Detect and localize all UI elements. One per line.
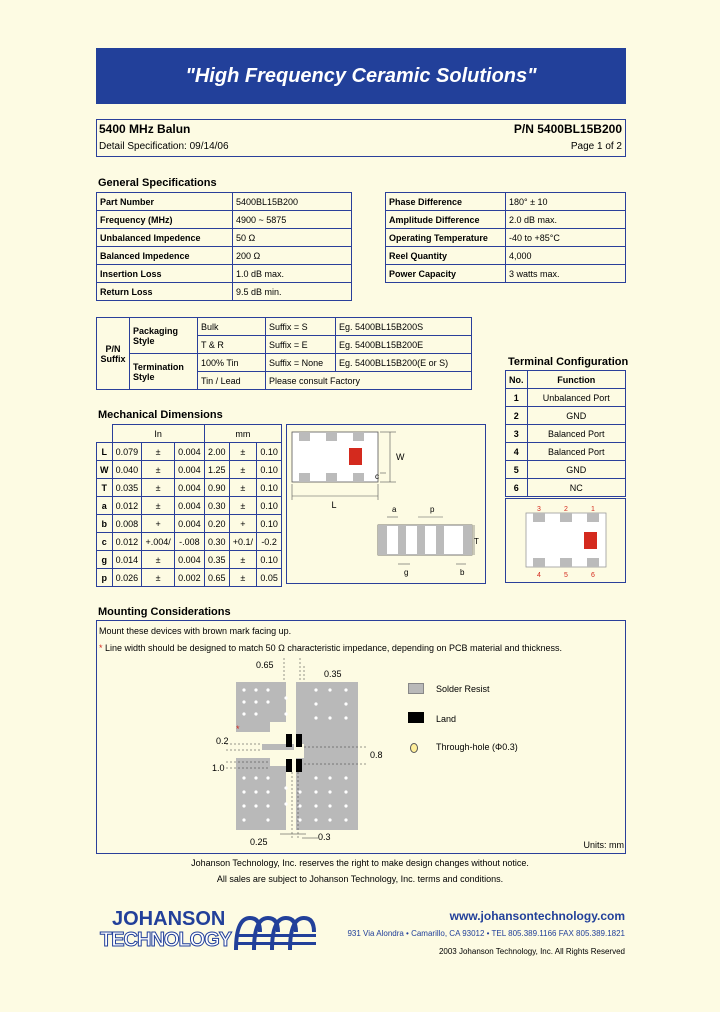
dim-label-p: p xyxy=(430,505,435,514)
dimension-value: ± xyxy=(229,443,257,461)
pin-label-1: 1 xyxy=(591,506,595,513)
dimension-value: 0.10 xyxy=(257,515,282,533)
terminal-row xyxy=(506,479,626,497)
note-text: Line width should be designed to match 50 Ω characteristic impedance, depending on PCB material and thickness. xyxy=(102,643,563,653)
dim-star: * xyxy=(236,724,240,734)
mechanical-row xyxy=(97,551,282,569)
terminal-no: 1 xyxy=(506,389,528,407)
via-hole xyxy=(344,804,347,807)
dimension-value: 0.012 xyxy=(112,533,142,551)
pin-label-2: 2 xyxy=(564,506,568,513)
via-hole xyxy=(242,776,245,779)
via-hole xyxy=(254,712,257,715)
spec-label: Power Capacity xyxy=(386,265,506,283)
dimension-value: ± xyxy=(142,443,175,461)
dimension-value: 0.012 xyxy=(112,497,142,515)
spec-label: Amplitude Difference xyxy=(386,211,506,229)
dim-label-a: a xyxy=(392,505,397,514)
spec-label: Unbalanced Impedence xyxy=(97,229,233,247)
company-address: 931 Via Alondra • Camarillo, CA 93012 • TEL 805.389.1166 FAX 805.389.1821 xyxy=(347,929,625,938)
mounting-note-2 xyxy=(99,643,562,653)
dimension-value: 0.10 xyxy=(257,443,282,461)
dimension-value: 0.014 xyxy=(112,551,142,569)
dim-label-g: g xyxy=(404,568,409,577)
spec-row xyxy=(97,247,352,265)
terminal-function: Balanced Port xyxy=(527,443,626,461)
spec-label: Operating Temperature xyxy=(386,229,506,247)
dimension-value: ± xyxy=(229,479,257,497)
pn-cell: Eg. 5400BL15B200(E or S) xyxy=(336,354,472,372)
pn-cell: Bulk xyxy=(198,318,266,336)
via-hole xyxy=(242,790,245,793)
via-hole xyxy=(254,700,257,703)
mechanical-row xyxy=(97,515,282,533)
via-hole xyxy=(266,790,269,793)
packaging-word: Packaging xyxy=(133,325,179,336)
spec-value: 9.5 dB min. xyxy=(233,283,352,301)
logo-technology: TECHNOLOGY xyxy=(100,929,232,951)
dim-025: 0.25 xyxy=(250,837,268,847)
dim-065: 0.65 xyxy=(256,660,274,670)
via-hole xyxy=(328,790,331,793)
dimension-value: ± xyxy=(229,461,257,479)
legend-through-hole-swatch xyxy=(410,743,418,753)
pin-label-3: 3 xyxy=(537,506,541,513)
product-name: 5400 MHz Balun xyxy=(99,122,191,136)
pn-suffix-label xyxy=(97,318,130,390)
legend-land-label: Land xyxy=(436,714,457,724)
pin-label-4: 4 xyxy=(537,572,541,579)
dim-08: 0.8 xyxy=(370,750,383,760)
mechanical-drawing xyxy=(286,424,486,584)
packaging-style-word: Style xyxy=(133,335,155,346)
pn-cell: T & R xyxy=(198,336,266,354)
general-spec-right-table xyxy=(385,192,626,283)
dimension-value: 0.10 xyxy=(257,461,282,479)
spec-row xyxy=(386,247,626,265)
dim-02: 0.2 xyxy=(216,736,229,746)
spec-value: 1.0 dB max. xyxy=(233,265,352,283)
terminal-config-title: Terminal Configuration xyxy=(508,356,629,368)
pn-cell: 100% Tin xyxy=(198,354,266,372)
pn-cell: Suffix = S xyxy=(266,318,336,336)
dim-10: 1.0 xyxy=(212,763,225,773)
dimension-value: 0.004 xyxy=(174,443,204,461)
terminal-function: Unbalanced Port xyxy=(527,389,626,407)
dimension-value: ± xyxy=(229,497,257,515)
dimension-symbol: a xyxy=(97,497,113,515)
terminal-function: NC xyxy=(527,479,626,497)
company-logo xyxy=(100,908,320,954)
mechanical-row xyxy=(97,533,282,551)
col-mm-header: mm xyxy=(204,425,281,443)
dimension-value: 0.004 xyxy=(174,461,204,479)
dimension-value: 0.040 xyxy=(112,461,142,479)
dimension-value: ± xyxy=(229,551,257,569)
dimension-value: 0.004 xyxy=(174,551,204,569)
dimension-value: 0.10 xyxy=(257,497,282,515)
dim-label-L: L xyxy=(331,500,337,510)
via-hole xyxy=(298,818,301,821)
via-hole xyxy=(328,716,331,719)
dimension-symbol: L xyxy=(97,443,113,461)
mechanical-row xyxy=(97,461,282,479)
dimension-value: 0.10 xyxy=(257,479,282,497)
via-hole xyxy=(314,804,317,807)
spec-row xyxy=(97,265,352,283)
dimension-value: ± xyxy=(142,569,175,587)
dimension-symbol: T xyxy=(97,479,113,497)
spec-label: Part Number xyxy=(97,193,233,211)
dimension-value: -0.2 xyxy=(257,533,282,551)
terminal-no: 4 xyxy=(506,443,528,461)
dimension-value: 0.90 xyxy=(204,479,229,497)
via-hole xyxy=(314,818,317,821)
footer-note-2: All sales are subject to Johanson Technology, Inc. terms and conditions. xyxy=(216,874,504,884)
via-hole xyxy=(254,776,257,779)
pn-cell: Tin / Lead xyxy=(198,372,266,390)
via-hole xyxy=(314,716,317,719)
via-hole xyxy=(344,688,347,691)
dimension-value: +.004/ xyxy=(142,533,175,551)
dim-03: 0.3 xyxy=(318,832,331,842)
via-hole xyxy=(314,688,317,691)
terminal-function: Balanced Port xyxy=(527,425,626,443)
via-hole xyxy=(344,702,347,705)
pin-label-5: 5 xyxy=(564,572,568,579)
dimension-value: 0.026 xyxy=(112,569,142,587)
terminal-row xyxy=(506,425,626,443)
col-function-header: Function xyxy=(527,371,626,389)
dimension-value: +0.1/ xyxy=(229,533,257,551)
pn-cell: Eg. 5400BL15B200S xyxy=(336,318,472,336)
via-hole xyxy=(328,804,331,807)
legend-solder-resist-swatch xyxy=(408,683,424,694)
pn-cell: Please consult Factory xyxy=(266,372,472,390)
part-number-header: P/N 5400BL15B200 xyxy=(513,122,622,136)
spec-label: Frequency (MHz) xyxy=(97,211,233,229)
via-hole xyxy=(298,804,301,807)
pn-suffix-table xyxy=(96,317,472,390)
terminal-row xyxy=(506,461,626,479)
col-in-header: In xyxy=(112,425,204,443)
dimension-value: ± xyxy=(142,551,175,569)
terminal-no: 3 xyxy=(506,425,528,443)
spec-value: 4,000 xyxy=(506,247,626,265)
termination-word: Termination xyxy=(133,361,184,372)
note-asterisk: * xyxy=(99,643,103,653)
via-hole xyxy=(328,688,331,691)
spec-label: Reel Quantity xyxy=(386,247,506,265)
terminal-pinout-diagram xyxy=(505,498,626,583)
dimension-value: 0.30 xyxy=(204,497,229,515)
spec-value: 4900 ~ 5875 xyxy=(233,211,352,229)
via-hole xyxy=(254,688,257,691)
dimension-symbol: g xyxy=(97,551,113,569)
via-hole xyxy=(254,804,257,807)
via-hole xyxy=(328,818,331,821)
legend-solder-resist-label: Solder Resist xyxy=(436,684,490,694)
dimension-value: ± xyxy=(142,497,175,515)
via-hole xyxy=(344,776,347,779)
spec-row xyxy=(386,229,626,247)
via-hole xyxy=(284,696,287,699)
mounting-note-1: Mount these devices with brown mark facing up. xyxy=(99,626,292,636)
terminal-no: 5 xyxy=(506,461,528,479)
mechanical-table xyxy=(96,424,282,587)
dimension-value: ± xyxy=(229,569,257,587)
dimension-value: -.008 xyxy=(174,533,204,551)
dimension-symbol: p xyxy=(97,569,113,587)
pn-label: P/N xyxy=(105,343,121,354)
via-hole xyxy=(242,688,245,691)
pn-cell: Suffix = E xyxy=(266,336,336,354)
via-hole xyxy=(242,804,245,807)
dimension-value: 0.20 xyxy=(204,515,229,533)
terminal-no: 6 xyxy=(506,479,528,497)
dimension-value: + xyxy=(142,515,175,533)
terminal-no: 2 xyxy=(506,407,528,425)
mounting-title: Mounting Considerations xyxy=(98,606,231,618)
general-spec-title: General Specifications xyxy=(98,177,217,189)
mechanical-row xyxy=(97,443,282,461)
suffix-label: Suffix xyxy=(100,353,126,364)
spec-row xyxy=(97,211,352,229)
via-hole xyxy=(266,700,269,703)
via-hole xyxy=(298,790,301,793)
dimension-value: 0.65 xyxy=(204,569,229,587)
spec-label: Insertion Loss xyxy=(97,265,233,283)
spec-value: 50 Ω xyxy=(233,229,352,247)
dimension-symbol: W xyxy=(97,461,113,479)
via-hole xyxy=(284,802,287,805)
copyright: 2003 Johanson Technology, Inc. All Rights Reserved xyxy=(438,947,625,956)
legend-through-hole-label: Through-hole (Φ0.3) xyxy=(436,742,518,752)
dimension-value: 0.008 xyxy=(112,515,142,533)
spec-row xyxy=(97,229,352,247)
dim-label-T: T xyxy=(474,537,479,546)
dimension-value: 0.002 xyxy=(174,569,204,587)
packaging-style-label xyxy=(130,318,198,354)
dimension-value: 0.30 xyxy=(204,533,229,551)
spec-value: 5400BL15B200 xyxy=(233,193,352,211)
via-hole xyxy=(344,790,347,793)
dimension-value: 0.10 xyxy=(257,551,282,569)
dimension-symbol: b xyxy=(97,515,113,533)
col-no-header: No. xyxy=(506,371,528,389)
logo-johanson: JOHANSON xyxy=(112,908,226,930)
mechanical-row xyxy=(97,497,282,515)
via-hole xyxy=(266,776,269,779)
pn-cell: Eg. 5400BL15B200E xyxy=(336,336,472,354)
via-hole xyxy=(242,712,245,715)
dimension-value: 0.004 xyxy=(174,515,204,533)
pn-cell: Suffix = None xyxy=(266,354,336,372)
dimension-symbol: c xyxy=(97,533,113,551)
company-url[interactable]: www.johansontechnology.com xyxy=(449,909,625,923)
spec-row xyxy=(97,193,352,211)
via-hole xyxy=(242,818,245,821)
spec-label: Return Loss xyxy=(97,283,233,301)
via-hole xyxy=(266,688,269,691)
via-hole xyxy=(344,716,347,719)
banner-title: "High Frequency Ceramic Solutions" xyxy=(96,48,626,104)
via-hole xyxy=(328,776,331,779)
terminal-row xyxy=(506,443,626,461)
via-hole xyxy=(242,700,245,703)
terminal-config-table xyxy=(505,370,626,497)
mechanical-row xyxy=(97,569,282,587)
spec-label: Balanced Impedence xyxy=(97,247,233,265)
dimension-value: ± xyxy=(142,479,175,497)
terminal-function: GND xyxy=(527,407,626,425)
terminal-row xyxy=(506,389,626,407)
spec-row xyxy=(386,211,626,229)
legend-land-swatch xyxy=(408,712,424,723)
spec-value: 2.0 dB max. xyxy=(506,211,626,229)
spec-date: Detail Specification: 09/14/06 xyxy=(99,141,229,152)
dim-label-b: b xyxy=(460,568,465,577)
spec-row xyxy=(386,193,626,211)
spec-row xyxy=(386,265,626,283)
units-label: Units: mm xyxy=(583,840,624,850)
logo-wave-graphic xyxy=(232,910,322,954)
via-hole xyxy=(284,786,287,789)
spec-label: Phase Difference xyxy=(386,193,506,211)
termination-style-label xyxy=(130,354,198,390)
terminal-row xyxy=(506,407,626,425)
dim-label-W: W xyxy=(396,452,405,462)
spec-value: 200 Ω xyxy=(233,247,352,265)
via-hole xyxy=(314,790,317,793)
termination-style-word: Style xyxy=(133,371,155,382)
dim-035: 0.35 xyxy=(324,669,342,679)
mounting-pattern-diagram xyxy=(206,658,386,848)
via-hole xyxy=(344,818,347,821)
dim-label-c: c xyxy=(375,472,379,481)
general-spec-left-table xyxy=(96,192,352,301)
via-hole xyxy=(266,818,269,821)
spec-value: -40 to +85°C xyxy=(506,229,626,247)
spec-value: 180° ± 10 xyxy=(506,193,626,211)
spec-value: 3 watts max. xyxy=(506,265,626,283)
via-hole xyxy=(266,804,269,807)
terminal-function: GND xyxy=(527,461,626,479)
dimension-value: 1.25 xyxy=(204,461,229,479)
dimension-value: 0.05 xyxy=(257,569,282,587)
dimension-value: + xyxy=(229,515,257,533)
dimension-value: 0.004 xyxy=(174,479,204,497)
spec-row xyxy=(97,283,352,301)
page-number: Page 1 of 2 xyxy=(570,141,622,152)
footer-note-1: Johanson Technology, Inc. reserves the right to make design changes without notice. xyxy=(191,858,529,868)
via-hole xyxy=(314,776,317,779)
pin-label-6: 6 xyxy=(591,572,595,579)
dimension-value: 0.004 xyxy=(174,497,204,515)
dimension-value: 0.35 xyxy=(204,551,229,569)
dimension-value: ± xyxy=(142,461,175,479)
dimension-value: 2.00 xyxy=(204,443,229,461)
via-hole xyxy=(254,790,257,793)
dimension-value: 0.079 xyxy=(112,443,142,461)
via-hole xyxy=(314,702,317,705)
mechanical-row xyxy=(97,479,282,497)
dimension-value: 0.035 xyxy=(112,479,142,497)
via-hole xyxy=(284,712,287,715)
mechanical-title: Mechanical Dimensions xyxy=(98,409,223,421)
